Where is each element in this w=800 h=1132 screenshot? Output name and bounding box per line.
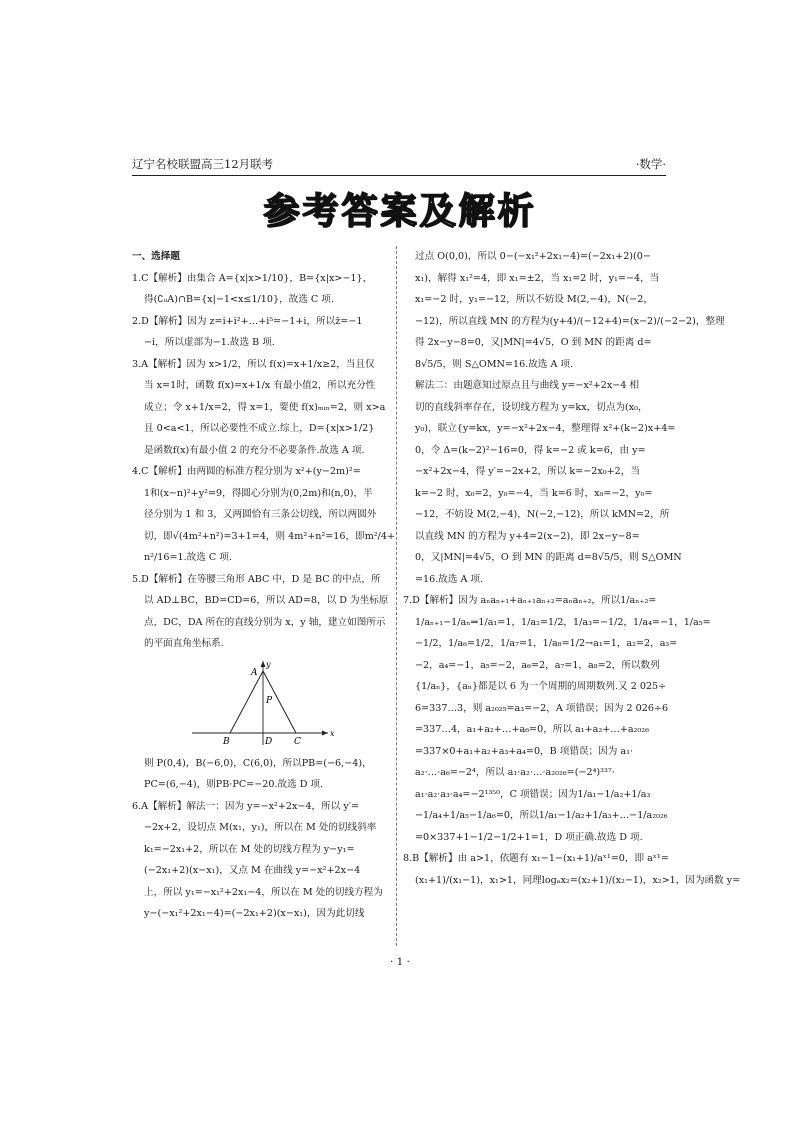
text-line: [403, 504, 670, 526]
right-column: [403, 246, 741, 891]
line-text: =337×0+a₁+a₂+a₃+a₄=0，B 项错误；因为 a₁·: [415, 745, 633, 757]
line-text: −2x+2，设切点 M(x₁，y₁)，所以在 M 处的切线斜率: [144, 822, 377, 833]
text-line: [403, 375, 665, 397]
text-line: [403, 418, 676, 440]
analysis-tag: 【解析】: [148, 272, 187, 284]
text-line: [132, 860, 394, 882]
line-text: a₁·a₂·a₃·a₄=−2¹³⁵⁰，C 项错误；因为1/a₁−1/a₂+1/a₃: [415, 788, 651, 800]
line-text: 解法二：由题意知过原点且与曲线 y=−x²+2x−4 相: [415, 380, 640, 391]
text-line: [403, 827, 665, 849]
line-text: 8√5/5，则 S△OMN=16.故选 A 项.: [415, 358, 574, 370]
side-ab: [230, 671, 263, 733]
text-line: [403, 311, 725, 333]
text-line: [132, 268, 394, 290]
line-text: 是函数f(x)有最小值 2 的充分不必要条件.故选 A 项.: [144, 444, 365, 456]
line-text: 上，所以 y₁=−x₁²+2x₁−4，所以在 M 处的切线方程为: [144, 886, 383, 898]
line-text: PC=(6,−4)，则PB·PC=−20.故选 D 项.: [144, 779, 324, 790]
analysis-tag: 【解析】: [419, 595, 459, 606]
text-line: [132, 590, 394, 612]
left-text-block-2: [132, 753, 394, 925]
text-line: [403, 547, 682, 569]
line-text: 因为 aₙaₙ₊₁+aₙ₊₁aₙ₊₂=aₙaₙ₊₂，所以1/aₙ₊₂=: [458, 595, 657, 606]
text-line: [132, 354, 394, 376]
page-title-text: 参考答案及解析: [263, 191, 537, 232]
right-text-block: [403, 246, 741, 891]
text-line: [132, 418, 394, 440]
line-text: 则 P(0,4)，B(−6,0)，C(6,0)，所以PB=(−6,−4)，: [144, 757, 372, 769]
line-text: 点，DC，DA 所在的直线分别为 x，y 轴，建立如图所示: [144, 616, 386, 628]
line-text: (−2x₁+2)(x−x₁)，又点 M 在曲线 y=−x²+2x−4: [144, 865, 361, 876]
text-line: [132, 461, 394, 483]
text-line: [403, 483, 665, 505]
line-text: −1/2，1/a₆=1/2，1/a₇=1，1/a₈=1/2→a₁=1，a₂=2，a₃=: [415, 638, 678, 649]
text-line: [403, 569, 665, 591]
line-text: 以直线 MN 的方程为 y+4=2(x−2)，即 2x−y−8=: [415, 530, 640, 542]
line-text: 1/aₙ₊₁−1/aₙ⇒1/a₁=1，1/a₂=1/2，1/a₃=−1/2，1/a₄=−1，1/a₅=: [415, 616, 711, 628]
subject-label: ·数学·: [635, 157, 666, 171]
triangle-figure-drawing: [192, 660, 335, 747]
text-line: [132, 882, 394, 904]
line-text: y−(−x₁²+2x₁−4)=(−2x₁+2)(x−x₁)，因为此切线: [144, 908, 365, 919]
line-text: 由两圆的标准方程分别为 x²+(y−2m)²=: [186, 466, 361, 477]
text-line: [403, 719, 665, 741]
text-line: [403, 246, 665, 268]
label-c: C: [294, 736, 301, 747]
text-line: [403, 268, 665, 290]
text-line: [132, 753, 394, 775]
text-line: [403, 698, 669, 720]
line-text: 的平面直角坐标系.: [144, 638, 224, 649]
line-text: 切的直线斜率存在，设切线方程为 y=kx，切点为(x₀，: [415, 401, 648, 413]
text-line: [403, 461, 665, 483]
line-text: =16.故选 A 项.: [415, 573, 484, 585]
line-text: −i，所以虚部为−1.故选 B 项.: [144, 337, 275, 348]
text-line: [132, 839, 394, 861]
text-line: [132, 483, 394, 505]
question-number: 5.D: [132, 573, 149, 585]
text-line: [132, 612, 394, 634]
line-text: k=−2 时，x₀=2，y₀=−4，当 k=6 时，x₀=−2，y₀=: [415, 487, 653, 499]
x-axis-arrow: [322, 730, 328, 735]
line-text: 由集合 A={x|x>1/10}，B={x|x>−1}，: [186, 272, 373, 284]
line-text: 得(∁ᵤA)∩B={x|−1<x≤1/10}，故选 C 项.: [144, 294, 334, 305]
line-text: 0，令 Δ=(k−2)²−16=0，得 k=−2 或 k=6，由 y=: [415, 444, 646, 456]
line-text: 6=337…3，则 a₂₀₂₅=a₃=−2，A 项错误；因为 2 026÷6: [415, 702, 669, 714]
text-line: [132, 633, 394, 655]
text-line: [403, 633, 678, 655]
text-line: [132, 311, 394, 333]
line-text: 因为 x>1/2，所以 f(x)=x+1/x≥2，当且仅: [186, 358, 375, 370]
line-text: 径分别为 1 和 3，又两圆恰有三条公切线，所以两圆外: [144, 509, 377, 520]
text-line: [132, 332, 394, 354]
exam-name: 辽宁名校联盟高三12月联考: [132, 157, 274, 171]
text-line: [132, 504, 394, 526]
text-line: [132, 289, 394, 311]
line-text: 过点 O(0,0)，所以 0−(−x₁²+2x₁−4)=(−2x₁+2)(0−: [415, 251, 651, 262]
y-axis-arrow: [261, 661, 266, 667]
line-text: x₁=−2 时，y₁=−12，所以不妨设 M(2,−4)，N(−2，: [415, 294, 653, 305]
line-text: 1和(x−n)²+y²=9，得圆心分别为(0,2m)和(n,0)，半: [144, 487, 373, 499]
line-text: 成立；令 x+1/x=2，得 x=1，要使 f(x)ₘᵢₙ=2，则 x>a: [144, 401, 386, 413]
line-text: =337…4，a₁+a₂+…+a₆=0，所以 a₁+a₂+…+a₂₀₂₆: [415, 724, 649, 735]
text-line: [132, 796, 394, 818]
line-text: k₁=−2x₁+2，所以在 M 处的切线方程为 y−y₁=: [144, 843, 355, 855]
line-text: {1/aₙ}，{aₙ}都是以 6 为一个周期的周期数列.又 2 025÷: [415, 681, 667, 692]
text-line: [403, 870, 741, 892]
text-line: [403, 590, 665, 612]
question-number: 8.B: [403, 853, 420, 864]
text-line: [132, 397, 394, 419]
text-line: [403, 526, 665, 548]
question-number: 3.A: [132, 358, 149, 370]
line-text: 0，又|MN|=4√5，O 到 MN 的距离 d=8√5/5，则 S△OMN: [415, 552, 682, 563]
label-b: B: [223, 736, 230, 747]
question-number: 7.D: [403, 595, 420, 606]
text-line: [403, 741, 665, 763]
line-text: 以 AD⊥BC，BD=CD=6，所以 AD=8，以 D 为坐标原: [144, 595, 389, 606]
text-line: [403, 289, 665, 311]
text-line: [403, 848, 669, 870]
text-line: [403, 397, 665, 419]
question-number: 4.C: [132, 466, 149, 477]
line-text: −2，a₄=−1，a₅=−2，a₆=2，a₇=1，a₈=2，所以数列: [415, 659, 660, 671]
question-number: 2.D: [132, 315, 149, 327]
line-text: a₂·…·a₆=−2⁴，所以 a₁·a₂·…·a₂₀₂₆=(−2⁴)³³⁷·: [415, 767, 615, 778]
line-text: 解法一：因为 y=−x²+2x−4，所以 y′=: [186, 800, 359, 812]
text-line: [403, 676, 665, 698]
analysis-tag: 【解析】: [148, 466, 187, 477]
line-text: 切，即√(4m²+n²)=3+1=4，则 4m²+n²=16，即m²/4+: [144, 530, 396, 542]
text-line: [132, 375, 394, 397]
left-text-block: [132, 268, 394, 655]
line-text: x₁)，解得 x₁²=4，即 x₁=±2，当 x₁=2 时，y₁=−4，当: [415, 272, 660, 284]
text-line: [403, 805, 668, 827]
text-line: [403, 655, 665, 677]
text-line: [403, 784, 665, 806]
line-text: n²/16=1.故选 C 项.: [144, 552, 232, 563]
analysis-tag: 【解析】: [148, 573, 188, 585]
page-number: · 1 ·: [389, 956, 411, 968]
text-line: [132, 526, 394, 548]
left-column: [132, 246, 394, 925]
column-divider: [396, 246, 397, 946]
line-text: 当 x=1时，函数 f(x)=x+1/x 有最小值2，所以充分性: [144, 380, 376, 391]
analysis-tag: 【解析】: [148, 800, 187, 812]
label-p: P: [266, 695, 273, 706]
line-text: =0×337+1−1/2−1/2+1=1，D 项正确.故选 D 项.: [415, 831, 643, 843]
text-line: [403, 762, 665, 784]
analysis-tag: 【解析】: [148, 358, 187, 370]
analysis-tag: 【解析】: [148, 315, 188, 327]
line-text: −12)，所以直线 MN 的方程为(y+4)/(−12+4)=(x−2)/(−2−2)，整理: [415, 315, 725, 327]
label-a: A: [251, 667, 258, 678]
label-d: D: [265, 736, 273, 747]
line-text: 在等腰三角形 ABC 中，D 是 BC 的中点，所: [187, 573, 381, 585]
question-number: 6.A: [132, 800, 149, 812]
label-y: y: [266, 659, 271, 669]
line-text: −12，不妨设 M(2,−4)，N(−2,−12)，所以 kMN=2，所: [415, 509, 670, 520]
text-line: [132, 569, 394, 591]
line-text: 由 a>1，依题有 x₁−1−(x₁+1)/aˣ¹=0，即 aˣ¹=: [457, 853, 669, 864]
line-text: 得 2x−y−8=0，又|MN|=4√5，O 到 MN 的距离 d=: [415, 337, 652, 348]
label-x: x: [330, 728, 335, 738]
line-text: −1/a₄+1/a₅−1/a₆=0，所以1/a₁−1/a₂+1/a₃+…−1/a₂₀₂₆: [415, 810, 668, 821]
analysis-tag: 【解析】: [419, 853, 458, 864]
text-line: [132, 774, 394, 796]
page-title: [0, 183, 800, 234]
text-line: [132, 817, 394, 839]
text-line: [403, 440, 665, 462]
text-line: [403, 354, 665, 376]
triangle-figure: [132, 657, 394, 749]
text-line: [132, 440, 394, 462]
page-header: [132, 156, 666, 176]
text-line: [132, 903, 394, 925]
text-line: [403, 332, 665, 354]
question-number: 1.C: [132, 272, 149, 284]
line-text: (x₁+1)/(x₁−1)，x₁>1，同理logₐx₂=(x₂+1)/(x₂−1)，x₂>1，因为函数 y=: [415, 874, 741, 886]
line-text: −x²+2x−4，得 y′=−2x+2，所以 k=−2x₀+2，当: [415, 466, 640, 477]
line-text: y₀)，联立{y=kx，y=−x²+2x−4，整理得 x²+(k−2)x+4=: [415, 423, 676, 434]
line-text: 且 0<a<1，所以必要性不成立.综上，D={x|x>1/2}: [144, 423, 375, 434]
section-heading: 一、选择题: [132, 251, 180, 262]
text-line: [403, 612, 711, 634]
text-line: [132, 547, 394, 569]
line-text: 因为 z=i+i²+…+i⁵=−1+i，所以z̄=−1: [187, 315, 363, 327]
